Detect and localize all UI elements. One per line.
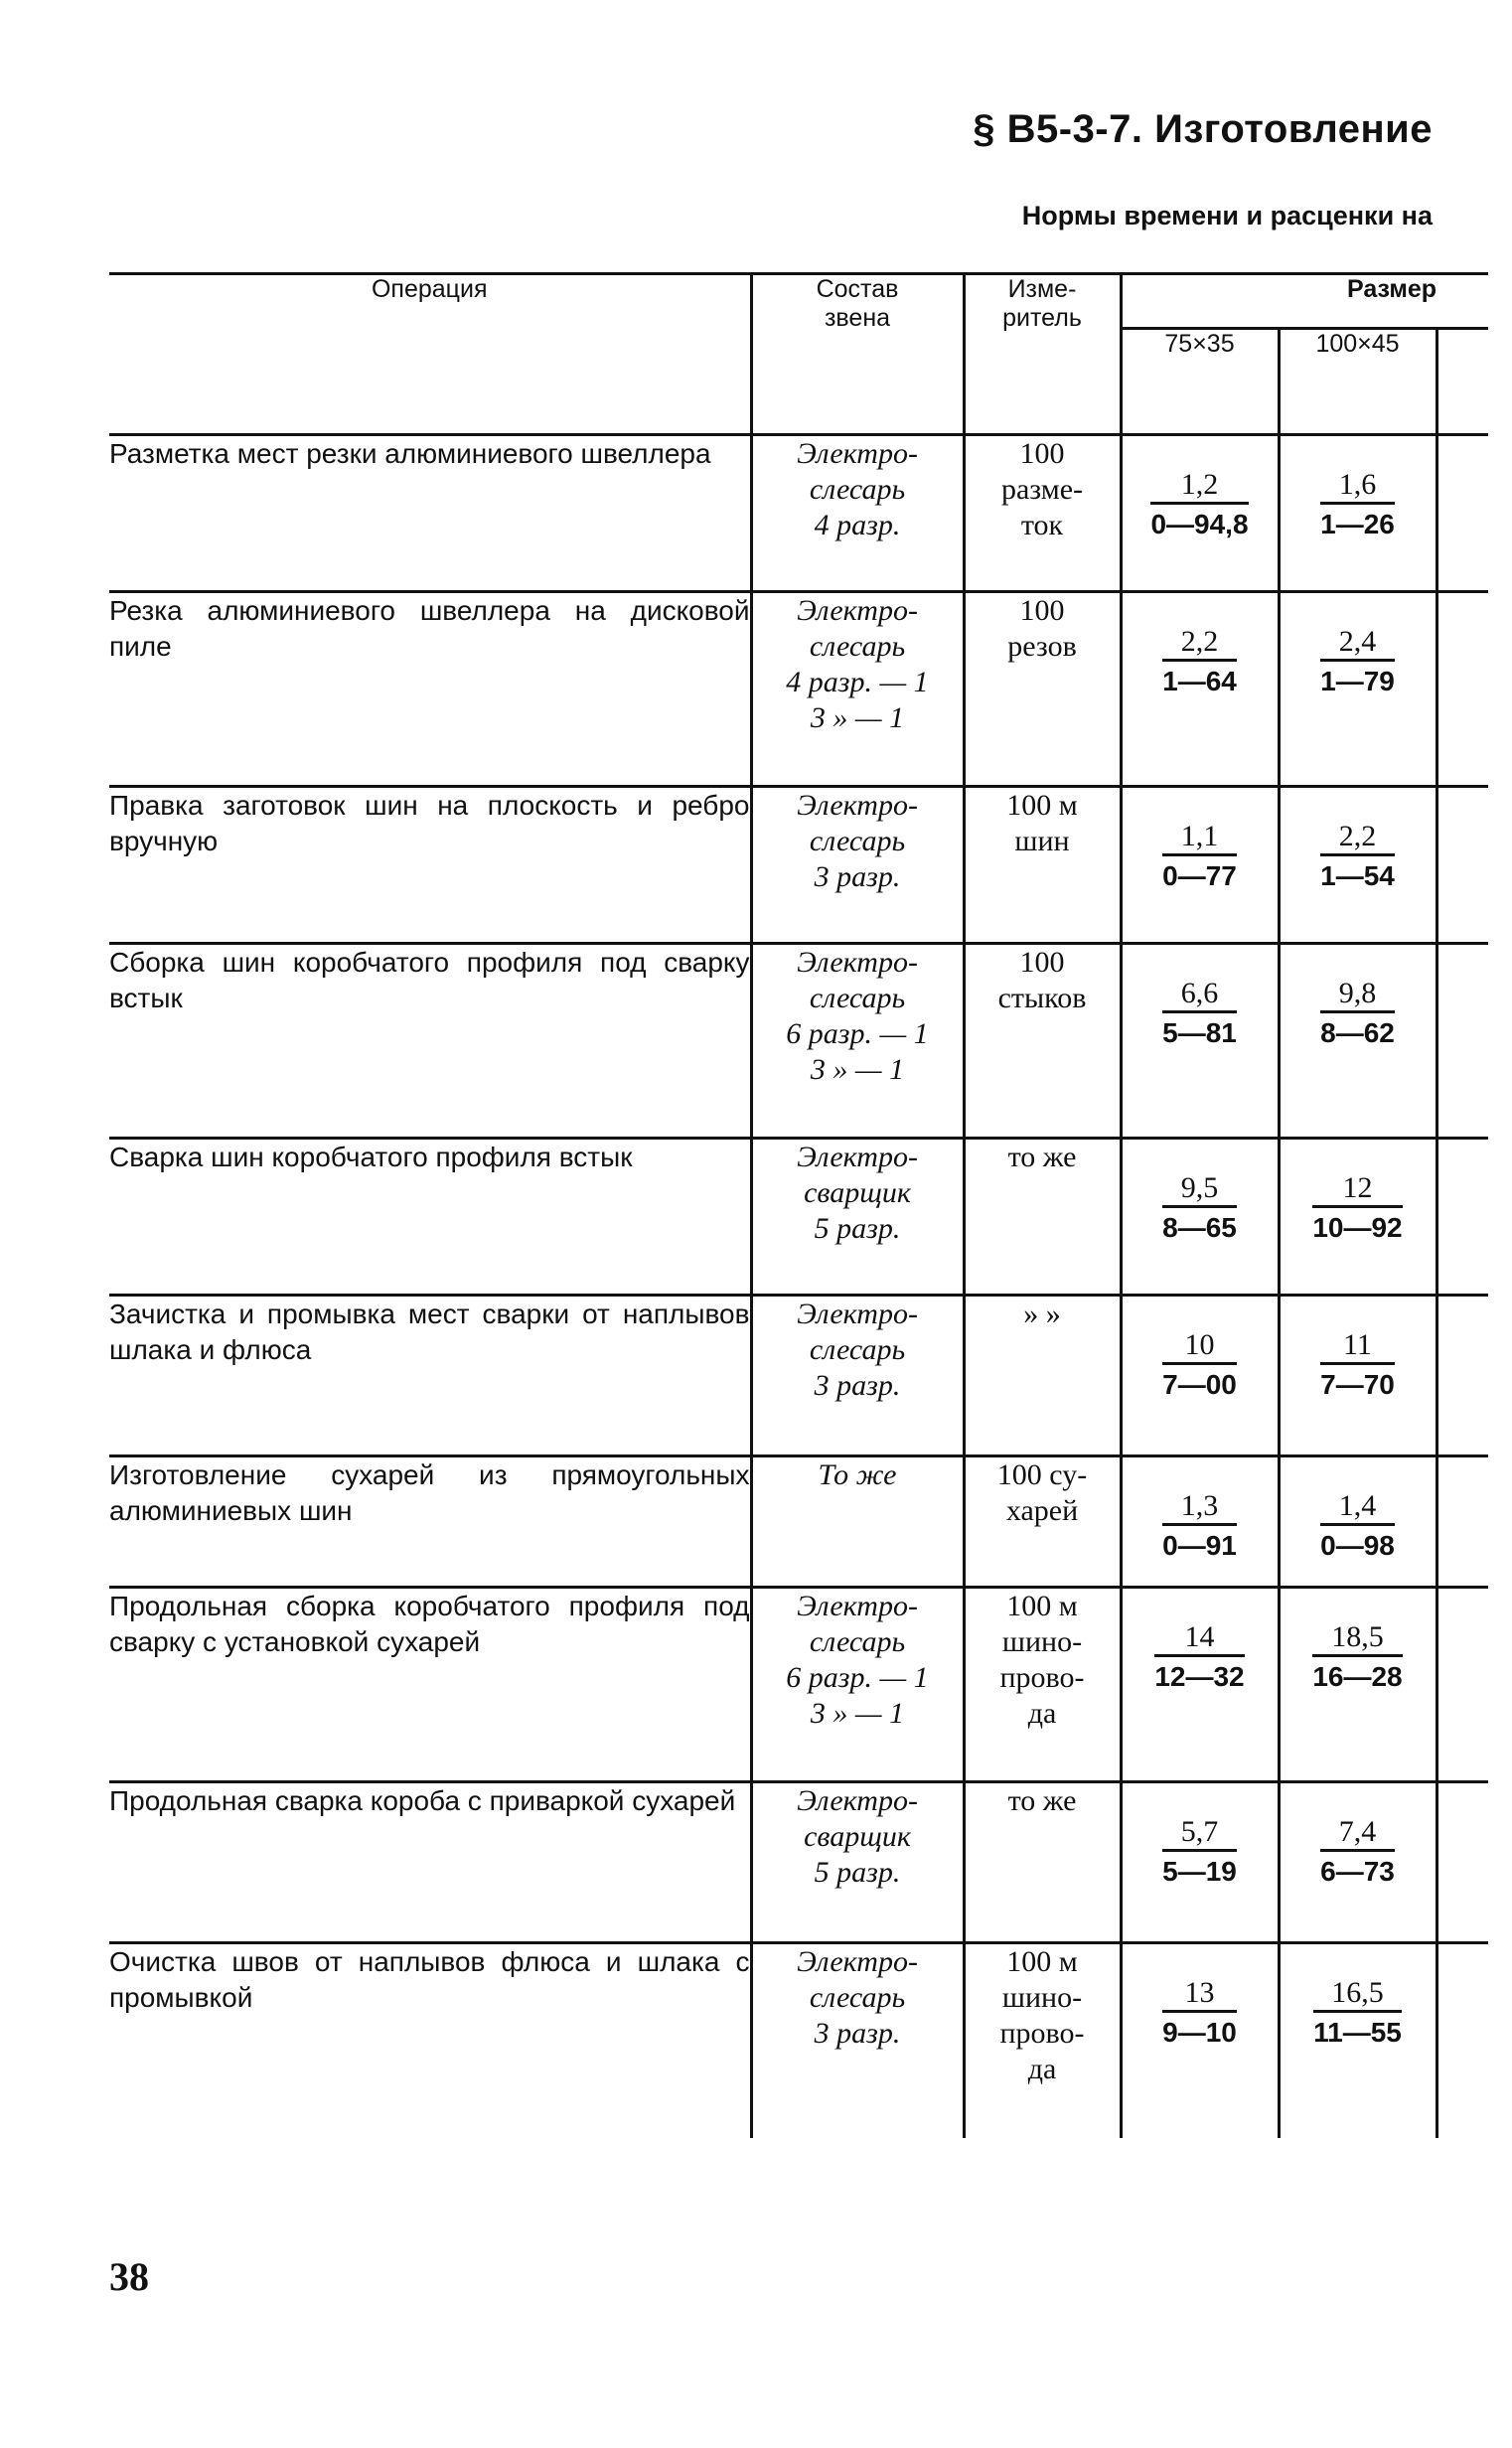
- time-norm: 7,4: [1320, 1815, 1395, 1852]
- crew-line: 4 разр. — 1: [786, 666, 929, 698]
- crew-line: Электро-: [797, 594, 918, 627]
- value-cell-75x35: [1121, 1456, 1279, 1588]
- measure-line: да: [1027, 2053, 1057, 2085]
- norm-rate-fraction: [1320, 977, 1395, 1053]
- rate-value: 6—73: [1320, 1856, 1395, 1887]
- measure-line: шин: [1014, 825, 1070, 857]
- value-cell-next: [1436, 1296, 1488, 1456]
- crew-line: Электро-: [797, 1141, 918, 1173]
- col-header-size-next: [1436, 329, 1488, 435]
- measure-line: прово-: [999, 2017, 1085, 2050]
- norm-rate-fraction: [1312, 1620, 1402, 1697]
- measure-line: харей: [1005, 1494, 1079, 1527]
- rate-value: 12—32: [1154, 1661, 1245, 1692]
- rate-value: 16—28: [1312, 1661, 1403, 1692]
- norm-rate-fraction: [1162, 977, 1237, 1053]
- crew-cell: [751, 787, 964, 944]
- measure-line: 100 м: [1006, 1590, 1078, 1622]
- crew-line: 3 » — 1: [810, 701, 905, 734]
- table-row: [109, 435, 1488, 592]
- measure-cell: [964, 1296, 1121, 1456]
- measure-line: шино-: [1001, 1981, 1083, 2014]
- value-cell-next: [1436, 592, 1488, 787]
- crew-line: слесарь: [809, 1333, 906, 1366]
- time-norm: 13: [1162, 1976, 1237, 2013]
- table-row: [109, 944, 1488, 1139]
- norm-rate-fraction: [1320, 820, 1395, 896]
- norm-rate-fraction: [1320, 468, 1395, 544]
- value-cell-100x45: [1279, 592, 1436, 787]
- table-row: [109, 1296, 1488, 1456]
- crew-line: 3 разр.: [814, 2017, 901, 2050]
- time-norm: 2,4: [1320, 625, 1395, 662]
- value-cell-100x45: [1279, 435, 1436, 592]
- crew-line: слесарь: [809, 982, 906, 1014]
- rate-value: 1—54: [1320, 860, 1395, 891]
- norm-rate-fraction: [1162, 820, 1237, 896]
- operation-cell: Очистка швов от наплывов флюса и шлака с промывкой: [109, 1943, 751, 2138]
- value-cell-100x45: [1279, 1139, 1436, 1296]
- page-number: 38: [109, 2254, 149, 2299]
- value-cell-next: [1436, 1456, 1488, 1588]
- value-cell-75x35: [1121, 787, 1279, 944]
- table-row: [109, 592, 1488, 787]
- measure-line: 100 су-: [996, 1458, 1088, 1491]
- value-cell-75x35: [1121, 1782, 1279, 1943]
- norm-rate-fraction: [1312, 1171, 1402, 1248]
- time-norm: 1,3: [1162, 1489, 1237, 1526]
- crew-cell: [751, 1782, 964, 1943]
- measure-cell: [964, 1456, 1121, 1588]
- crew-line: Электро-: [797, 1298, 918, 1330]
- operation-cell: Резка алюминиевого швеллера на дисковой пиле: [109, 592, 751, 787]
- norm-rate-fraction: [1162, 1171, 1237, 1248]
- section-heading: § В5-3-7. Изготовление: [973, 107, 1433, 151]
- measure-line: то же: [1007, 1141, 1077, 1173]
- time-norm: 1,1: [1162, 820, 1237, 856]
- operation-cell: Зачистка и промывка мест сварки от наплывов шлака и флюса: [109, 1296, 751, 1456]
- norm-rate-fraction: [1320, 1328, 1395, 1405]
- measure-line: стыков: [997, 982, 1087, 1014]
- crew-line: слесарь: [809, 1981, 906, 2014]
- measure-line: 100 м: [1006, 789, 1078, 822]
- rate-value: 0—94,8: [1150, 509, 1249, 539]
- measure-line: 100: [1019, 946, 1065, 979]
- crew-cell: [751, 1296, 964, 1456]
- value-cell-75x35: [1121, 1588, 1279, 1782]
- col-header-size-75: 75×35: [1121, 329, 1279, 435]
- crew-cell: [751, 592, 964, 787]
- rate-value: 11—55: [1313, 2017, 1402, 2048]
- crew-line: слесарь: [809, 630, 906, 663]
- measure-line: то же: [1007, 1784, 1077, 1817]
- measure-line: размe-: [1000, 473, 1084, 506]
- norm-rate-fraction: [1320, 1815, 1395, 1892]
- norm-rate-fraction: [1320, 625, 1395, 701]
- crew-line: сварщик: [804, 1820, 911, 1853]
- rate-value: 0—91: [1162, 1530, 1237, 1561]
- value-cell-100x45: [1279, 1588, 1436, 1782]
- measure-line: 100: [1019, 594, 1065, 627]
- value-cell-75x35: [1121, 1943, 1279, 2138]
- measure-line: резов: [1007, 630, 1077, 663]
- measure-cell: [964, 1588, 1121, 1782]
- time-norm: 1,4: [1320, 1489, 1395, 1526]
- crew-line: Электро-: [797, 789, 918, 822]
- time-norm: 2,2: [1320, 820, 1395, 856]
- value-cell-75x35: [1121, 1296, 1279, 1456]
- time-norm: 1,6: [1320, 468, 1395, 505]
- crew-cell: [751, 1943, 964, 2138]
- crew-line: слесарь: [809, 473, 906, 506]
- operation-cell: Разметка мест резки алюминиевого швеллера: [109, 435, 751, 592]
- crew-line: сварщик: [804, 1176, 911, 1209]
- crew-line: 3 разр.: [814, 860, 901, 893]
- time-norm: 6,6: [1162, 977, 1237, 1013]
- time-norm: 5,7: [1162, 1815, 1237, 1852]
- crew-line: 6 разр. — 1: [786, 1661, 929, 1694]
- table-row: [109, 787, 1488, 944]
- crew-line: 5 разр.: [814, 1856, 901, 1889]
- rate-value: 1—64: [1162, 666, 1237, 696]
- time-norm: 14: [1154, 1620, 1244, 1657]
- measure-line: прово-: [999, 1661, 1085, 1694]
- col-header-crew: Состав звена: [751, 274, 964, 435]
- norm-rate-fraction: [1162, 1489, 1237, 1566]
- measure-cell: [964, 1782, 1121, 1943]
- norm-rate-fraction: [1150, 468, 1248, 544]
- measure-line: шино-: [1001, 1625, 1083, 1658]
- crew-line: Электро-: [797, 1784, 918, 1817]
- col-header-measure: Изме- ритель: [964, 274, 1121, 435]
- rate-value: 8—62: [1320, 1017, 1395, 1048]
- norm-rate-fraction: [1162, 1815, 1237, 1892]
- measure-cell: [964, 944, 1121, 1139]
- table-subtitle: Нормы времени и расценки на: [1021, 201, 1433, 230]
- crew-line: То же: [818, 1458, 897, 1491]
- col-header-size-group: Размер: [1121, 274, 1488, 329]
- rate-value: 1—79: [1320, 666, 1395, 696]
- crew-cell: [751, 944, 964, 1139]
- measure-line: ток: [1020, 509, 1064, 541]
- time-norm: 12: [1312, 1171, 1402, 1208]
- value-cell-100x45: [1279, 1943, 1436, 2138]
- crew-line: Электро-: [797, 1945, 918, 1978]
- value-cell-next: [1436, 1588, 1488, 1782]
- rate-value: 0—77: [1162, 860, 1237, 891]
- value-cell-next: [1436, 1782, 1488, 1943]
- rate-value: 0—98: [1320, 1530, 1395, 1561]
- value-cell-75x35: [1121, 435, 1279, 592]
- value-cell-next: [1436, 1943, 1488, 2138]
- operation-cell: Сварка шин коробчатого профиля встык: [109, 1139, 751, 1296]
- time-norm: 11: [1320, 1328, 1395, 1365]
- crew-line: Электро-: [797, 1590, 918, 1622]
- measure-line: да: [1027, 1697, 1057, 1730]
- measure-cell: [964, 1139, 1121, 1296]
- operation-cell: Продольная сварка короба с приваркой сухарей: [109, 1782, 751, 1943]
- crew-line: Электро-: [797, 437, 918, 470]
- time-norm: 9,8: [1320, 977, 1395, 1013]
- crew-line: 5 разр.: [814, 1212, 901, 1245]
- time-norm: 10: [1162, 1328, 1237, 1365]
- rate-value: 7—00: [1162, 1369, 1237, 1400]
- value-cell-75x35: [1121, 1139, 1279, 1296]
- norms-table: [109, 272, 1488, 2138]
- table-row: [109, 1456, 1488, 1588]
- table-row: [109, 1588, 1488, 1782]
- value-cell-next: [1436, 787, 1488, 944]
- crew-line: 6 разр. — 1: [786, 1017, 929, 1050]
- crew-line: слесарь: [809, 1625, 906, 1658]
- crew-line: Электро-: [797, 946, 918, 979]
- crew-line: 4 разр.: [814, 509, 901, 541]
- norm-rate-fraction: [1162, 1328, 1237, 1405]
- measure-cell: [964, 592, 1121, 787]
- operation-cell: Правка заготовок шин на плоскость и ребро вручную: [109, 787, 751, 944]
- value-cell-100x45: [1279, 787, 1436, 944]
- time-norm: 2,2: [1162, 625, 1237, 662]
- operation-cell: Изготовление сухарей из прямоугольных алюминиевых шин: [109, 1456, 751, 1588]
- operation-cell: Продольная сборка коробчатого профиля под сварку с установкой сухарей: [109, 1588, 751, 1782]
- value-cell-100x45: [1279, 944, 1436, 1139]
- crew-cell: [751, 1588, 964, 1782]
- rate-value: 10—92: [1312, 1212, 1403, 1243]
- col-header-size-100: 100×45: [1279, 329, 1436, 435]
- rate-value: 8—65: [1162, 1212, 1237, 1243]
- crew-cell: [751, 435, 964, 592]
- time-norm: 18,5: [1312, 1620, 1402, 1657]
- crew-cell: [751, 1456, 964, 1588]
- value-cell-next: [1436, 1139, 1488, 1296]
- measure-line: 100 м: [1006, 1945, 1078, 1978]
- crew-line: 3 разр.: [814, 1369, 901, 1402]
- table-row: [109, 1782, 1488, 1943]
- col-header-operation: Операция: [109, 274, 751, 435]
- norm-rate-fraction: [1154, 1620, 1244, 1697]
- rate-value: 5—19: [1162, 1856, 1237, 1887]
- norm-rate-fraction: [1313, 1976, 1402, 2053]
- rate-value: 1—26: [1320, 509, 1395, 539]
- crew-line: 3 » — 1: [810, 1697, 905, 1730]
- crew-line: слесарь: [809, 825, 906, 857]
- rate-value: 5—81: [1162, 1017, 1237, 1048]
- crew-line: 3 » — 1: [810, 1053, 905, 1086]
- measure-cell: [964, 435, 1121, 592]
- value-cell-100x45: [1279, 1782, 1436, 1943]
- value-cell-next: [1436, 435, 1488, 592]
- value-cell-100x45: [1279, 1296, 1436, 1456]
- operation-cell: Сборка шин коробчатого профиля под сварку встык: [109, 944, 751, 1139]
- rate-value: 9—10: [1162, 2017, 1237, 2048]
- time-norm: 16,5: [1313, 1976, 1402, 2013]
- rate-value: 7—70: [1320, 1369, 1395, 1400]
- crew-cell: [751, 1139, 964, 1296]
- time-norm: 9,5: [1162, 1171, 1237, 1208]
- value-cell-75x35: [1121, 592, 1279, 787]
- table-row: [109, 1943, 1488, 2138]
- table-row: [109, 1139, 1488, 1296]
- norm-rate-fraction: [1162, 1976, 1237, 2053]
- norm-rate-fraction: [1162, 625, 1237, 701]
- measure-line: » »: [1023, 1298, 1061, 1330]
- measure-cell: [964, 787, 1121, 944]
- norm-rate-fraction: [1320, 1489, 1395, 1566]
- value-cell-100x45: [1279, 1456, 1436, 1588]
- measure-line: 100: [1019, 437, 1065, 470]
- value-cell-75x35: [1121, 944, 1279, 1139]
- value-cell-next: [1436, 944, 1488, 1139]
- time-norm: 1,2: [1150, 468, 1248, 505]
- measure-cell: [964, 1943, 1121, 2138]
